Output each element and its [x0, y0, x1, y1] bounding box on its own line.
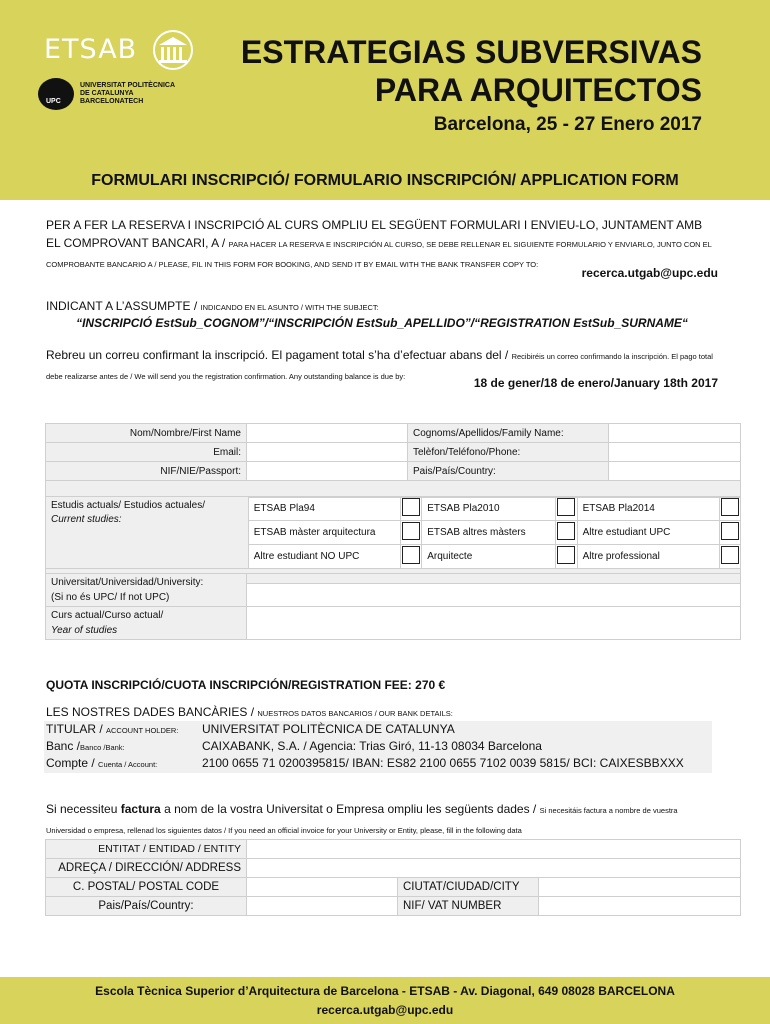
payment-date: 18 de gener/18 de enero/January 18th 2017	[473, 376, 718, 390]
bank-holder-row	[46, 722, 178, 736]
spacer-row	[46, 481, 741, 498]
page-title	[241, 33, 702, 109]
fee-label: QUOTA INSCRIPCIÓ/CUOTA INSCRIPCIÓN/REGISTRATION FEE:	[46, 678, 412, 692]
fee-amount: 270 €	[415, 678, 446, 692]
footer	[0, 977, 770, 1024]
passport-label: NIF/NIE/Passport:	[46, 462, 247, 481]
checkbox-etsab-master[interactable]	[402, 522, 420, 540]
country-field[interactable]	[609, 462, 741, 481]
bank-value: CAIXABANK, S.A. / Agencia: Trias Giró, 11-13 08034 Barcelona	[202, 739, 542, 753]
address-label: ADREÇA / DIRECCIÓN/ ADDRESS	[46, 859, 247, 878]
invoice-pre: Si necessiteu	[46, 802, 121, 816]
holder-small: ACCOUNT HOLDER:	[106, 726, 179, 735]
title-line-1: ESTRATEGIAS SUBVERSIVAS	[240, 34, 702, 70]
year-label-1: Curs actual/Curso actual/	[51, 610, 164, 621]
year-label-2: Year of studies	[51, 625, 118, 636]
account-small: Cuenta / Account:	[98, 760, 158, 769]
etsab-logo: ETSAB	[44, 34, 138, 65]
address-field[interactable]	[247, 859, 741, 878]
footer-email[interactable]: recerca.utgab@upc.edu	[316, 1003, 454, 1017]
studies-label	[46, 497, 249, 569]
event-dates: Barcelona, 25 - 27 Enero 2017	[433, 114, 702, 135]
option-etsab-pla2010: ETSAB Pla2010	[422, 497, 556, 521]
option-other-upc-student: Altre estudiant UPC	[577, 521, 719, 545]
invoice-table	[45, 839, 741, 916]
year-label	[46, 607, 247, 640]
email-label: Email:	[46, 443, 247, 462]
payment-small: Recibiréis un correo confirmando la inscripción. El pago total debe realizarse antes de / We will send you the registration confirmation. Any outstanding balance is due by:	[46, 352, 713, 381]
option-etsab-other-masters: ETSAB altres màsters	[422, 521, 556, 545]
bank-small: Banco /Bank:	[80, 743, 125, 752]
bank-name-row	[46, 739, 125, 753]
account-label: Compte /	[46, 756, 99, 770]
account-value: 2100 0655 71 0200395815/ IBAN: ES82 2100 0655 7102 0039 5815/ BCI: CAIXESBBXXX	[202, 756, 684, 770]
upc-line-3: BARCELONATECH	[80, 98, 144, 105]
phone-label: Telèfon/Teléfono/Phone:	[408, 443, 609, 462]
university-field[interactable]	[247, 574, 741, 607]
first-name-field[interactable]	[247, 424, 408, 443]
postal-label: C. POSTAL/ POSTAL CODE	[46, 878, 247, 897]
email-field[interactable]	[247, 443, 408, 462]
invoice-small: Si necesitáis factura a nombre de vuestra Universidad o empresa, rellenad los siguientes datos / If you need an official invoice for your University or Entity, please, fill in the following data	[46, 806, 678, 835]
subject-main: INDICANT A L’ASSUMPTE /	[46, 299, 201, 313]
passport-field[interactable]	[247, 462, 408, 481]
contact-email[interactable]: recerca.utgab@upc.edu	[581, 266, 718, 280]
vat-field[interactable]	[539, 897, 741, 916]
checkbox-other-professional[interactable]	[721, 546, 739, 564]
form-title: FORMULARI INSCRIPCIÓ/ FORMULARIO INSCRIPCIÓN/ APPLICATION FORM	[91, 172, 679, 189]
checkbox-etsab-pla94[interactable]	[402, 498, 420, 516]
checkbox-architect[interactable]	[557, 546, 575, 564]
intro-small: PARA HACER LA RESERVA E INSCRIPCIÓN AL CURSO, SE DEBE RELLENAR EL SIGUIENTE FORMULARIO Y ENVIARLO, JUNTO CON EL COMPROBANTE BANCARIO A / PLEASE, FIL IN THIS FORM FOR BOOKING, AND SEND IT BY EMAIL WITH THE BANK TRANSFER COPY TO:	[46, 240, 712, 269]
checkbox-etsab-pla2010[interactable]	[557, 498, 575, 516]
invoice-bold: factura	[120, 802, 161, 816]
year-field[interactable]	[247, 607, 741, 640]
country-label: Pais/País/Country:	[408, 462, 609, 481]
invoice-country-field[interactable]	[247, 897, 398, 916]
university-label	[46, 574, 247, 607]
upc-name	[80, 82, 240, 106]
intro-main: PER A FER LA RESERVA I INSCRIPCIÓ AL CURS OMPLIU EL SEGÜENT FORMULARI I ENVIEU-LO, JUNTAMENT AMB EL COMPROVANT BANCARI, A /	[46, 218, 703, 250]
option-other-professional: Altre professional	[577, 545, 719, 569]
option-etsab-pla94: ETSAB Pla94	[248, 497, 400, 521]
bank-label: Banc /	[46, 739, 81, 753]
personal-data-table	[45, 423, 741, 498]
invoice-country-label: Pais/País/Country:	[46, 897, 247, 916]
phone-field[interactable]	[609, 443, 741, 462]
holder-value: UNIVERSITAT POLITÈCNICA DE CATALUNYA	[202, 722, 455, 736]
first-name-label: Nom/Nombre/First Name	[46, 424, 247, 443]
option-non-upc-student: Altre estudiant NO UPC	[248, 545, 400, 569]
entity-label: ENTITAT / ENTIDAD / ENTITY	[46, 840, 247, 859]
vat-label: NIF/ VAT NUMBER	[398, 897, 539, 916]
upc-line-1: UNIVERSITAT POLITÈCNICA	[80, 82, 176, 89]
bank-heading-main: LES NOSTRES DADES BANCÀRIES /	[46, 705, 258, 719]
studies-label-2: Current studies:	[51, 514, 122, 525]
header-banner	[0, 0, 770, 200]
footer-address: Escola Tècnica Superior d’Arquitectura de Barcelona - ETSAB - Av. Diagonal, 649 08028 BARCELONA	[95, 984, 675, 998]
upc-badge-text: UPC	[46, 98, 61, 105]
upc-seal-icon	[38, 78, 74, 110]
checkbox-other-upc-student[interactable]	[721, 522, 739, 540]
temple-icon	[150, 30, 196, 70]
checkbox-non-upc-student[interactable]	[402, 546, 420, 564]
studies-label-1: Estudis actuals/ Estudios actuales/	[51, 500, 205, 511]
university-table	[45, 573, 741, 640]
option-etsab-master: ETSAB màster arquitectura	[248, 521, 400, 545]
invoice-post: a nom de la vostra Universitat o Empresa ompliu les següents dades /	[160, 802, 540, 816]
checkbox-etsab-pla2014[interactable]	[721, 498, 739, 516]
holder-label: TITULAR /	[46, 722, 107, 736]
university-label-2: (Si no és UPC/ If not UPC)	[51, 592, 170, 603]
entity-field[interactable]	[247, 840, 741, 859]
checkbox-etsab-other-masters[interactable]	[557, 522, 575, 540]
option-etsab-pla2014: ETSAB Pla2014	[577, 497, 719, 521]
studies-table	[45, 496, 741, 584]
subject-value: “INSCRIPCIÓ EstSub_COGNOM”/“INSCRIPCIÓN EstSub_APELLIDO”/“REGISTRATION EstSub_SURNAME“	[76, 316, 688, 330]
title-line-2: PARA ARQUITECTOS	[374, 72, 702, 108]
family-name-field[interactable]	[609, 424, 741, 443]
payment-main: Rebreu un correu confirmant la inscripció. El pagament total s’ha d’efectuar abans del /	[46, 348, 512, 362]
university-label-1: Universitat/Universidad/University:	[51, 577, 204, 588]
upc-line-2: DE CATALUNYA	[80, 90, 134, 97]
registration-fee	[46, 676, 718, 694]
bank-heading	[46, 703, 718, 723]
option-architect: Arquitecte	[422, 545, 556, 569]
city-field[interactable]	[539, 878, 741, 897]
account-row	[46, 756, 157, 770]
family-name-label: Cognoms/Apellidos/Family Name:	[408, 424, 609, 443]
subject-small: INDICANDO EN EL ASUNTO / WITH THE SUBJECT:	[200, 303, 379, 312]
bank-heading-small: NUESTROS DATOS BANCARIOS / OUR BANK DETAILS:	[257, 709, 453, 718]
invoice-text	[46, 800, 718, 840]
postal-field[interactable]	[247, 878, 398, 897]
city-label: CIUTAT/CIUDAD/CITY	[398, 878, 539, 897]
